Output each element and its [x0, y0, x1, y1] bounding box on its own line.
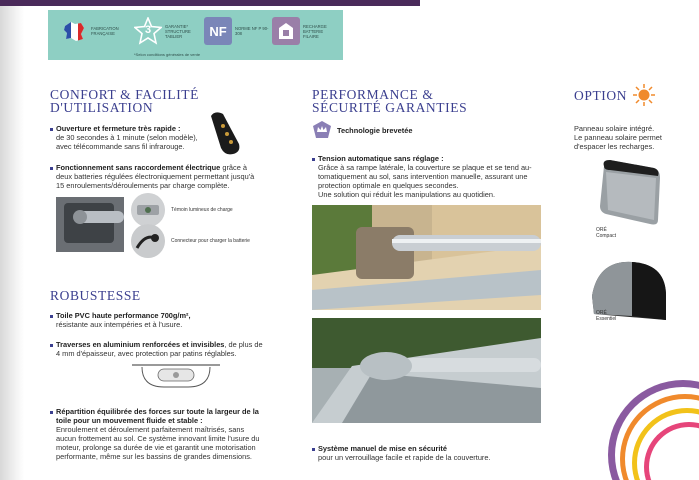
badge-label: FABRICATION FRANÇAISE	[91, 26, 119, 36]
option-description: Panneau solaire intégré. Le panneau solaire permet d'espacer les recharges.	[574, 124, 662, 151]
badge-fabrication	[60, 16, 127, 46]
performance-item-tension: Tension automatique sans réglage : Grâce à sa rampe latérale, la couverture se plaque et se tend au- tomatiquement au sol, sans intervention manuelle, assurant une protection optimale en quelques secondes. Une solution qui réduit les manipulations au quotidien.	[312, 154, 547, 199]
badge-recharge	[272, 16, 339, 46]
badge-footnote: *Selon conditions générales de vente	[134, 52, 201, 57]
robustesse-heading: ROBUSTESSE	[50, 288, 141, 303]
traverse-profile-diagram	[128, 357, 224, 393]
crown-icon	[312, 121, 332, 139]
ore-compact-image	[596, 158, 662, 226]
confort-item-battery: Fonctionnement sans raccordement électrique grâce à deux batteries régulées électroniquement permettant jusqu'à 15 enroulements/déroulements par charge complète.	[50, 163, 290, 190]
performance-heading: PERFORMANCE & SÉCURITÉ GARANTIES	[312, 87, 468, 115]
motor-closeup-photo	[56, 197, 124, 252]
star-3-icon	[134, 17, 162, 45]
remote-control-image	[205, 108, 245, 158]
side-ramp-photo	[312, 205, 541, 310]
callout-charge-light: Témoin lumineux de charge	[171, 207, 233, 213]
nf-logo-text: NF	[209, 23, 227, 39]
option-heading: OPTION	[574, 88, 628, 103]
ore-essentiel-label: ORÉ Essentiel	[596, 310, 617, 322]
pool-cover-photo	[312, 318, 541, 423]
charger-connector-zoom	[131, 224, 165, 258]
top-accent-bar	[0, 0, 420, 6]
badge-label: RECHARGE BATTERIE FILAIRE	[303, 23, 327, 39]
confort-heading: CONFORT & FACILITÉ D'UTILISATION	[50, 87, 199, 115]
page-fold-shadow	[0, 0, 24, 480]
performance-item-manual: Système manuel de mise en sécurité pour un verrouillage facile et rapide de la couverture.	[312, 444, 547, 462]
badge-garantie	[134, 16, 201, 46]
nf-logo-icon	[204, 17, 232, 45]
badge-number: 3	[144, 24, 152, 36]
confort-item-speed: Ouverture et fermeture très rapide : de 30 secondes à 1 minute (selon modèle), avec télécommande sans fil infrarouge.	[50, 124, 210, 151]
robustesse-item-forces: Répartition équilibrée des forces sur toute la largeur de la toile pour un mouvement fluide et stable : Enroulement et déroulement parfaitement maîtrisés, sans aucun frottement au sol. Ce système innovant limite l'usure du moteur, prolonge sa durée de vie et garantit une motorisation performante, même sur les bassins de grandes dimensions.	[50, 407, 290, 461]
robustesse-item-pvc: Toile PVC haute performance 700g/m², résistante aux intempéries et à l'usure.	[50, 311, 290, 329]
badge-label: NORME NF P 90-308	[235, 26, 269, 36]
badge-norme	[204, 16, 271, 46]
sun-icon	[633, 84, 655, 106]
france-map-icon	[60, 17, 88, 45]
feature-badge-bar	[48, 10, 343, 60]
callout-charger-connector: Connecteur pour charger la batterie	[171, 238, 250, 244]
patent-technology-label: Technologie brevetée	[337, 125, 413, 135]
ore-compact-label: ORÉ Compact	[596, 227, 617, 239]
charge-indicator-zoom	[131, 193, 165, 227]
robustesse-item-traverses: Traverses en aluminium renforcées et invisibles, de plus de 4 mm d'épaisseur, avec protection par patins réglables.	[50, 340, 290, 358]
battery-icon	[272, 17, 300, 45]
badge-label: GARANTIE* STRUCTURE TABLIER	[165, 23, 191, 39]
patent-technology-line	[312, 121, 412, 139]
